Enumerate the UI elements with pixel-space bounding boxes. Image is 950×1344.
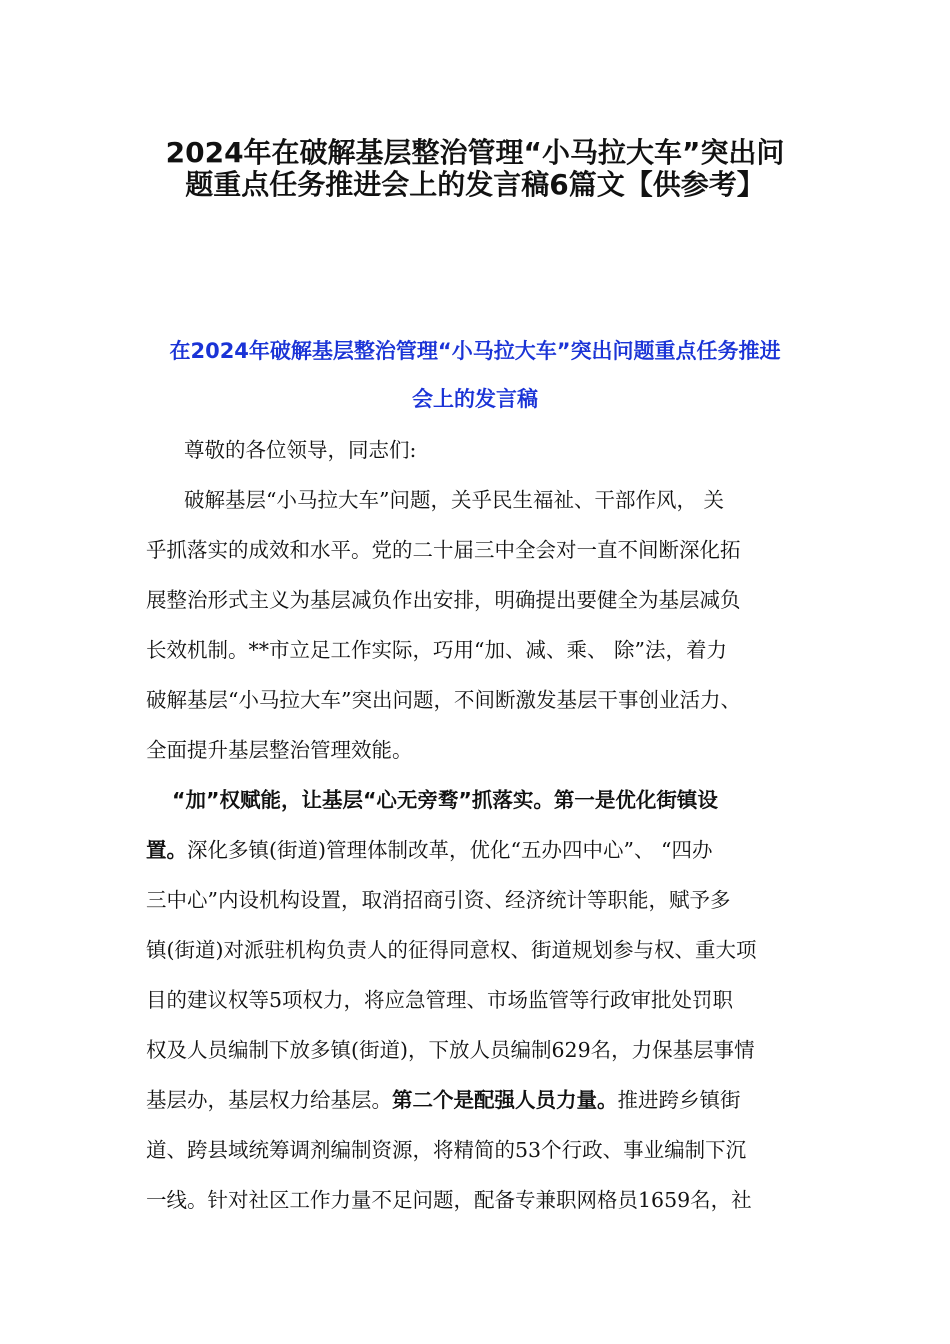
bold-heading-line: “加”权赋能，让基层“心无旁骛”抓落实。第一是优化街镇设 [172,788,718,812]
paragraph-line: 长效机制。**市立足工作实际，巧用“加、减、乘、 除”法，着力 [146,638,727,662]
section-title-line-1: 在2024年破解基层整治管理“小马拉大车”突出问题重点任务推进 [169,339,781,363]
paragraph-line: 破解基层“小马拉大车”突出问题，不间断激发基层干事创业活力、 [146,688,741,712]
paragraph-line [146,835,712,865]
paragraph-line: 镇(街道)对派驻机构负责人的征得同意权、街道规划参与权、重大项 [146,938,757,962]
paragraph-line [146,1085,741,1115]
paragraph-line: 权及人员编制下放多镇(街道)，下放人员编制629名，力保基层事情 [146,1038,755,1062]
bold-heading-fragment: 置。 [146,838,187,862]
paragraph-line: 一线。针对社区工作力量不足问题，配备专兼职网格员1659名，社 [146,1188,752,1212]
paragraph-line: 三中心”内设机构设置，取消招商引资、经济统计等职能，赋予多 [146,888,731,912]
paragraph-line: 道、跨县域统筹调剂编制资源，将精简的53个行政、事业编制下沉 [146,1138,747,1162]
document-title-line-2: 题重点任务推进会上的发言稿6篇文【供参考】 [185,168,765,201]
paragraph-line: 全面提升基层整治管理效能。 [146,738,413,762]
document-title-line-1: 2024年在破解基层整治管理“小马拉大车”突出问 [165,136,785,169]
section-title-line-2: 会上的发言稿 [412,387,538,411]
paragraph-fragment: 深化多镇(街道)管理体制改革，优化“五办四中心”、 “四办 [187,838,713,862]
paragraph-fragment: 基层办，基层权力给基层。 [146,1088,392,1112]
paragraph-fragment: 推进跨乡镇街 [617,1088,741,1112]
paragraph-line: 展整治形式主义为基层减负作出安排，明确提出要健全为基层减负 [146,588,741,612]
paragraph-line: 破解基层“小马拉大车”问题，关乎民生福祉、干部作风， 关 [184,488,724,512]
salutation: 尊敬的各位领导，同志们: [184,438,417,462]
paragraph-line: 目的建议权等5项权力，将应急管理、市场监管等行政审批处罚职 [146,988,734,1012]
paragraph-line: 乎抓落实的成效和水平。党的二十届三中全会对一直不间断深化拓 [146,538,741,562]
bold-heading-fragment: 第二个是配强人员力量。 [392,1088,618,1112]
